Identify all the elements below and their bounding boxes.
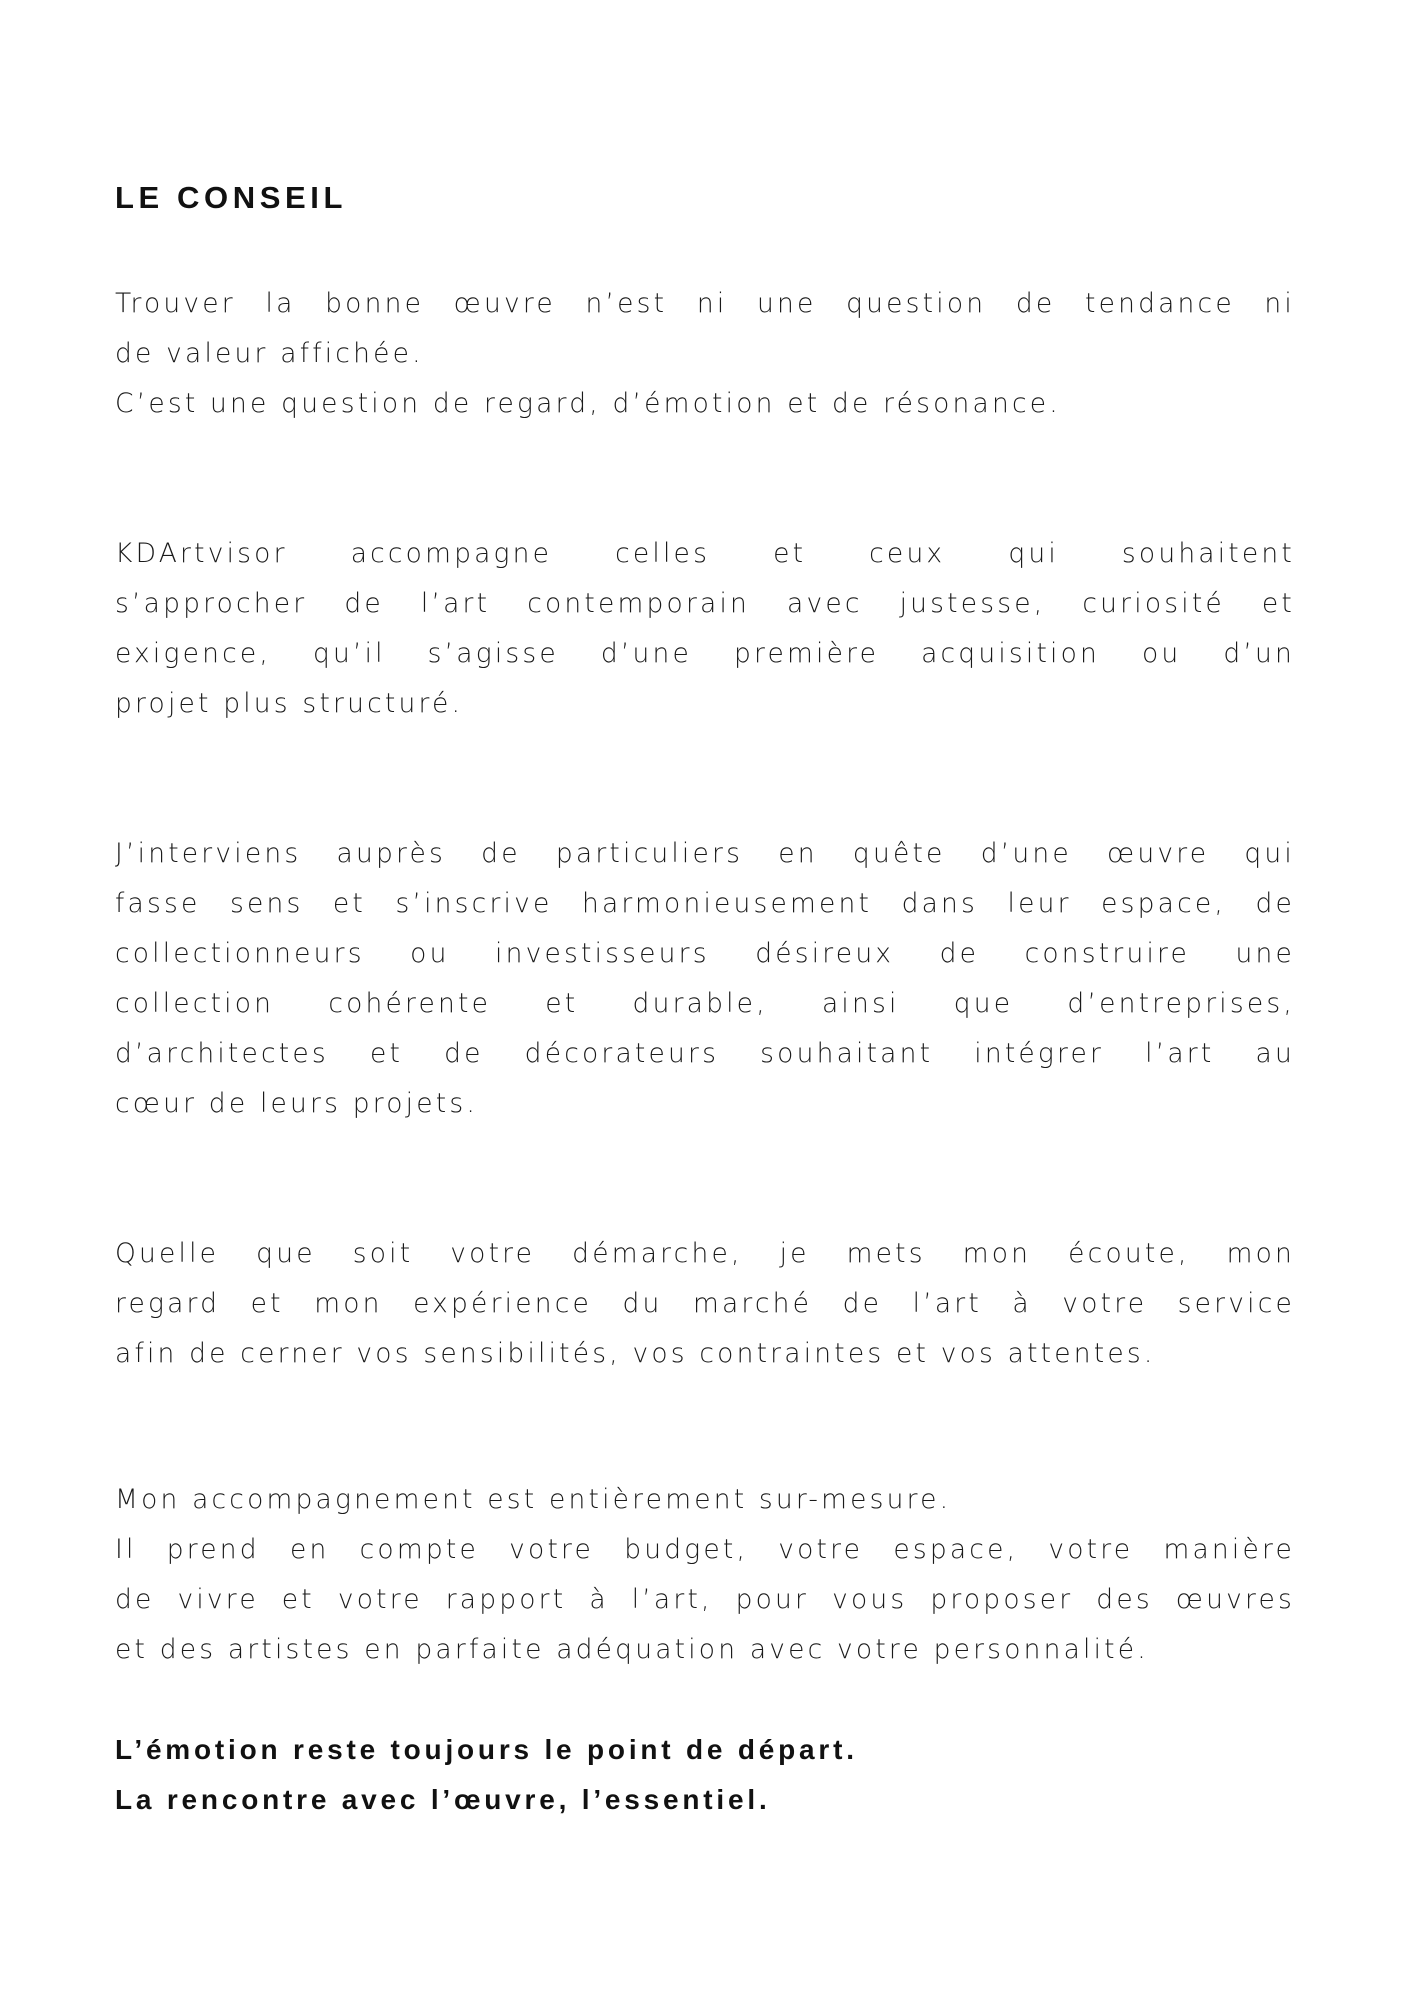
text-line: fasse sens et s’inscrive harmonieusement dans leur espace, de	[115, 888, 1295, 919]
text-line: Mon accompagnement est entièrement sur-mesure.	[115, 1484, 952, 1515]
text-line: J’interviens auprès de particuliers en quête d’une œuvre qui	[115, 838, 1295, 869]
text-line: de valeur affichée.	[115, 338, 424, 369]
text-line: Trouver la bonne œuvre n’est ni une question de tendance ni	[115, 288, 1295, 319]
page-title: LE CONSEIL	[115, 180, 348, 215]
text-line: C’est une question de regard, d’émotion et de résonance.	[115, 388, 1061, 419]
text-line: collection cohérente et durable, ainsi que d’entreprises,	[115, 988, 1295, 1019]
text-line: Il prend en compte votre budget, votre espace, votre manière	[115, 1534, 1295, 1565]
text-line: collectionneurs ou investisseurs désireux de construire une	[115, 938, 1295, 969]
text-line: d’architectes et de décorateurs souhaitant intégrer l’art au	[115, 1038, 1295, 1069]
text-line: afin de cerner vos sensibilités, vos contraintes et vos attentes.	[115, 1338, 1156, 1369]
closing-line: L’émotion reste toujours le point de départ.	[115, 1734, 858, 1765]
text-line: cœur de leurs projets.	[115, 1088, 478, 1119]
text-line: KDArtvisor accompagne celles et ceux qui souhaitent	[115, 538, 1295, 569]
text-line: et des artistes en parfaite adéquation avec votre personnalité.	[115, 1634, 1149, 1665]
text-line: s’approcher de l’art contemporain avec justesse, curiosité et	[115, 588, 1295, 619]
text-line: Quelle que soit votre démarche, je mets mon écoute, mon	[115, 1238, 1295, 1269]
text-line: projet plus structuré.	[115, 688, 464, 719]
text-line: de vivre et votre rapport à l’art, pour vous proposer des œuvres	[115, 1584, 1295, 1615]
closing-line: La rencontre avec l’œuvre, l’essentiel.	[115, 1784, 771, 1815]
text-line: regard et mon expérience du marché de l’art à votre service	[115, 1288, 1295, 1319]
text-line: exigence, qu’il s’agisse d’une première acquisition ou d’un	[115, 638, 1295, 669]
